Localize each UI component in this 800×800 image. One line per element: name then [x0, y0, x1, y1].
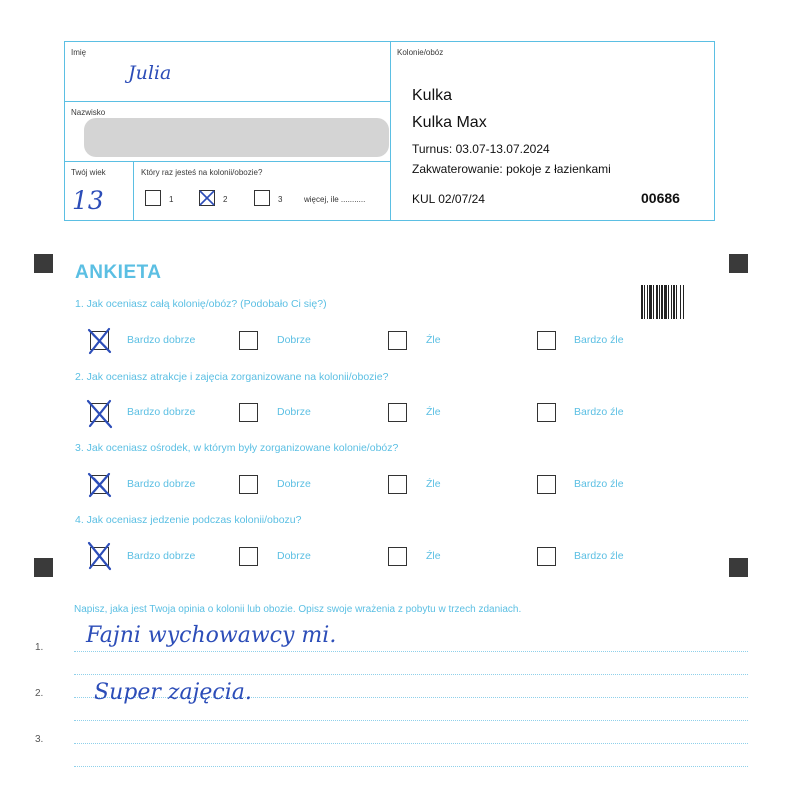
opinion-answer-2[interactable]: Super zajęcia.: [94, 680, 252, 705]
opinion-answer-1[interactable]: Fajni wychowawcy mi.: [86, 623, 337, 648]
turnus-label: Turnus:: [412, 142, 453, 156]
turnus-value: 03.07-13.07.2024: [455, 142, 550, 156]
accommodation-value: pokoje z łazienkami: [506, 162, 611, 176]
divider: [65, 161, 390, 162]
check-cross-icon: [199, 190, 215, 206]
accommodation-line: [412, 162, 611, 176]
option-label: Bardzo źle: [574, 478, 624, 490]
check-cross-icon: [84, 469, 116, 501]
divider: [390, 42, 391, 220]
times-option-label: 3: [278, 195, 283, 204]
writing-line: [74, 674, 748, 675]
divider: [65, 101, 390, 102]
form-number: 00686: [641, 190, 680, 206]
line-number: 2.: [35, 688, 44, 699]
option-label: Bardzo źle: [574, 550, 624, 562]
times-more-label: więcej, ile ...........: [304, 195, 366, 204]
age-field[interactable]: 13: [72, 186, 104, 215]
line-number: 1.: [35, 642, 44, 653]
name-label: Imię: [71, 48, 87, 57]
q4-option-dobrze-checkbox[interactable]: [239, 547, 258, 566]
q4-option-zle-checkbox[interactable]: [388, 547, 407, 566]
camp-label: Kolonie/obóz: [397, 48, 444, 57]
option-label: Bardzo dobrze: [127, 334, 196, 346]
name-field[interactable]: Julia: [128, 62, 172, 84]
age-label: Twój wiek: [71, 168, 106, 177]
registration-marker: [34, 254, 53, 273]
line-number: 3.: [35, 734, 44, 745]
q1-option-bardzo-zle-checkbox[interactable]: [537, 331, 556, 350]
q3-option-zle-checkbox[interactable]: [388, 475, 407, 494]
registration-marker: [34, 558, 53, 577]
q1-option-dobrze-checkbox[interactable]: [239, 331, 258, 350]
writing-line: [74, 720, 748, 721]
q4-option-bardzo-zle-checkbox[interactable]: [537, 547, 556, 566]
surname-label: Nazwisko: [71, 108, 106, 117]
option-label: Źle: [426, 478, 441, 490]
times-option-label: 1: [169, 195, 174, 204]
q2-option-bardzo-zle-checkbox[interactable]: [537, 403, 556, 422]
times-option-label: 2: [223, 195, 228, 204]
survey-title: ANKIETA: [75, 262, 162, 283]
registration-marker: [729, 254, 748, 273]
accommodation-label: Zakwaterowanie:: [412, 162, 503, 176]
camp-code: KUL 02/07/24: [412, 192, 485, 206]
q3-option-dobrze-checkbox[interactable]: [239, 475, 258, 494]
opinion-prompt: Napisz, jaka jest Twoja opinia o kolonii lub obozie. Opisz swoje wrażenia z pobytu w trzech zdaniach.: [74, 604, 522, 615]
option-label: Bardzo źle: [574, 406, 624, 418]
times-checkbox-1[interactable]: [145, 190, 161, 206]
option-label: Bardzo źle: [574, 334, 624, 346]
surname-redaction: [84, 118, 389, 157]
option-label: Źle: [426, 406, 441, 418]
times-checkbox-3[interactable]: [254, 190, 270, 206]
writing-line: [74, 766, 748, 767]
camp-name-2: Kulka Max: [412, 114, 487, 131]
option-label: Bardzo dobrze: [127, 550, 196, 562]
check-cross-icon: [84, 397, 116, 431]
q2-option-dobrze-checkbox[interactable]: [239, 403, 258, 422]
q3-option-bardzo-zle-checkbox[interactable]: [537, 475, 556, 494]
q2-option-zle-checkbox[interactable]: [388, 403, 407, 422]
option-label: Źle: [426, 334, 441, 346]
option-label: Źle: [426, 550, 441, 562]
times-checkbox-2[interactable]: [199, 190, 215, 206]
turnus-line: [412, 142, 550, 156]
barcode-bar: [684, 285, 685, 319]
check-cross-icon: [84, 539, 116, 573]
times-label: Który raz jesteś na kolonii/obozie?: [141, 168, 263, 177]
question-2: 2. Jak oceniasz atrakcje i zajęcia zorganizowane na kolonii/obozie?: [75, 371, 389, 383]
option-label: Dobrze: [277, 406, 311, 418]
registration-marker: [729, 558, 748, 577]
option-label: Dobrze: [277, 334, 311, 346]
writing-line: [74, 743, 748, 744]
option-label: Dobrze: [277, 550, 311, 562]
check-cross-icon: [84, 325, 116, 357]
q1-option-zle-checkbox[interactable]: [388, 331, 407, 350]
writing-line: [74, 651, 748, 652]
question-1: 1. Jak oceniasz całą kolonię/obóz? (Podobało Ci się?): [75, 298, 327, 310]
question-4: 4. Jak oceniasz jedzenie podczas kolonii/obozu?: [75, 514, 302, 526]
option-label: Dobrze: [277, 478, 311, 490]
camp-name: Kulka: [412, 87, 453, 104]
barcode: [641, 285, 695, 319]
option-label: Bardzo dobrze: [127, 406, 196, 418]
option-label: Bardzo dobrze: [127, 478, 196, 490]
question-3: 3. Jak oceniasz ośrodek, w którym były zorganizowane kolonie/obóz?: [75, 442, 399, 454]
divider: [133, 161, 134, 220]
